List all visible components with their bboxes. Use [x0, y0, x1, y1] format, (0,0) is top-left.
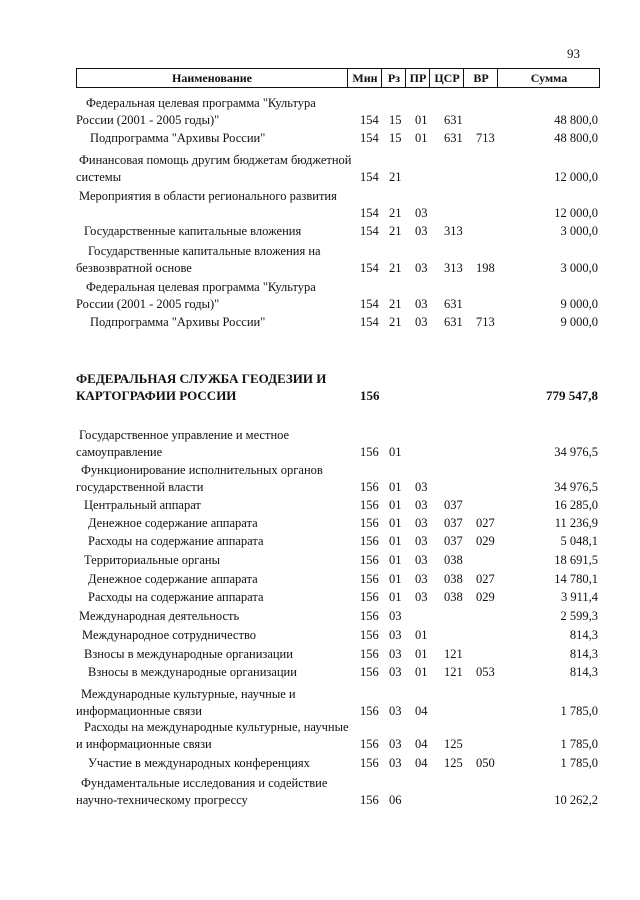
row-name: Участие в международных конференциях: [88, 756, 310, 770]
row-sum: 1 785,0: [560, 737, 598, 751]
row-pr: 01: [415, 628, 428, 642]
header-rz: Рз: [381, 69, 406, 87]
row-sum: 48 800,0: [554, 131, 598, 145]
row-csr: 121: [444, 647, 463, 661]
header-vr: ВР: [463, 69, 498, 87]
row-min: 156: [360, 572, 379, 586]
row-sum: 5 048,1: [560, 534, 598, 548]
row-pr: 04: [415, 704, 428, 718]
row-name: Подпрограмма "Архивы России": [90, 131, 266, 145]
row-name: Федеральная целевая программа "Культура России (2001 - 2005 годы)": [76, 280, 316, 311]
row-sum: 10 262,2: [554, 793, 598, 807]
row-min: 156: [360, 793, 379, 807]
header-pr: ПР: [405, 69, 430, 87]
row-sum: 12 000,0: [554, 170, 598, 184]
row-rz: 03: [389, 704, 402, 718]
row-name: Государственное управление и местное самоуправление: [76, 428, 290, 459]
row-min: 154: [360, 297, 379, 311]
row-vr: 198: [476, 261, 495, 275]
row-csr: 631: [444, 297, 463, 311]
row-csr: 631: [444, 113, 463, 127]
row-rz: 01: [389, 445, 402, 459]
row-vr: 029: [476, 590, 495, 604]
row-min: 154: [360, 131, 379, 145]
row-pr: 03: [415, 516, 428, 530]
row-name: Международная деятельность: [79, 609, 240, 623]
row-name: Функционирование исполнительных органов государственной власти: [76, 463, 323, 494]
row-sum: 9 000,0: [560, 297, 598, 311]
row-rz: 03: [389, 647, 402, 661]
row-name: Государственные капитальные вложения на безвозвратной основе: [76, 244, 321, 275]
row-min: 156: [360, 628, 379, 642]
row-min: 156: [360, 388, 380, 403]
row-sum: 3 000,0: [560, 224, 598, 238]
row-name: Федеральная целевая программа "Культура России (2001 - 2005 годы)": [76, 96, 316, 127]
row-rz: 01: [389, 534, 402, 548]
row-min: 156: [360, 516, 379, 530]
row-name: Взносы в международные организации: [84, 647, 293, 661]
row-rz: 21: [389, 224, 402, 238]
row-min: 154: [360, 315, 379, 329]
row-name: Фундаментальные исследования и содействие научно-техническому прогрессу: [76, 776, 328, 807]
row-min: 154: [360, 261, 379, 275]
row-csr: 038: [444, 553, 463, 567]
row-sum: 12 000,0: [554, 206, 598, 220]
row-name: Финансовая помощь другим бюджетам бюджетной системы: [76, 153, 352, 184]
row-sum: 16 285,0: [554, 498, 598, 512]
row-sum: 34 976,5: [554, 480, 598, 494]
row-min: 156: [360, 534, 379, 548]
row-min: 154: [360, 170, 379, 184]
row-csr: 037: [444, 516, 463, 530]
row-sum: 11 236,9: [554, 516, 598, 530]
header-name: Наименование: [172, 71, 252, 85]
row-min: 156: [360, 553, 379, 567]
row-csr: 631: [444, 315, 463, 329]
row-sum: 814,3: [569, 647, 598, 661]
row-vr: 713: [476, 315, 495, 329]
row-sum: 779 547,8: [546, 388, 598, 403]
row-pr: 04: [415, 756, 428, 770]
row-pr: 03: [415, 498, 428, 512]
row-rz: 01: [389, 553, 402, 567]
row-min: 156: [360, 609, 379, 623]
row-sum: 814,3: [569, 665, 598, 679]
row-csr: 313: [444, 261, 463, 275]
row-rz: 03: [389, 737, 402, 751]
row-pr: 01: [415, 131, 428, 145]
row-csr: 037: [444, 498, 463, 512]
row-min: 156: [360, 737, 379, 751]
row-rz: 21: [389, 206, 402, 220]
row-name: ФЕДЕРАЛЬНАЯ СЛУЖБА ГЕОДЕЗИИ И КАРТОГРАФИИ РОССИИ: [76, 371, 327, 403]
row-rz: 03: [389, 665, 402, 679]
row-pr: 03: [415, 224, 428, 238]
row-sum: 34 976,5: [554, 445, 598, 459]
row-min: 156: [360, 704, 379, 718]
row-pr: 03: [415, 590, 428, 604]
row-sum: 9 000,0: [560, 315, 598, 329]
row-sum: 1 785,0: [560, 756, 598, 770]
header-sum: Сумма: [497, 69, 600, 87]
row-min: 156: [360, 590, 379, 604]
row-csr: 125: [444, 737, 463, 751]
row-name: Центральный аппарат: [84, 498, 201, 512]
row-sum: 3 911,4: [560, 590, 598, 604]
row-sum: 14 780,1: [554, 572, 598, 586]
row-min: 156: [360, 445, 379, 459]
row-pr: 04: [415, 737, 428, 751]
row-name: Расходы на содержание аппарата: [88, 590, 264, 604]
row-min: 156: [360, 480, 379, 494]
row-name: Взносы в международные организации: [88, 665, 297, 679]
row-min: 156: [360, 665, 379, 679]
row-pr: 01: [415, 665, 428, 679]
row-rz: 15: [389, 113, 402, 127]
row-name: Международное сотрудничество: [82, 628, 257, 642]
row-rz: 21: [389, 315, 402, 329]
row-csr: 125: [444, 756, 463, 770]
row-vr: 027: [476, 516, 495, 530]
row-rz: 03: [389, 756, 402, 770]
row-name: Международные культурные, научные и информационные связи: [76, 687, 296, 718]
table-header: [76, 68, 600, 88]
row-min: 156: [360, 756, 379, 770]
row-sum: 48 800,0: [554, 113, 598, 127]
row-csr: 038: [444, 572, 463, 586]
row-rz: 01: [389, 480, 402, 494]
row-pr: 03: [415, 261, 428, 275]
row-sum: 814,3: [569, 628, 598, 642]
row-rz: 03: [389, 609, 402, 623]
row-rz: 01: [389, 572, 402, 586]
row-name: Территориальные органы: [84, 553, 221, 567]
row-min: 154: [360, 224, 379, 238]
row-name: Подпрограмма "Архивы России": [90, 315, 266, 329]
row-name: Денежное содержание аппарата: [88, 516, 258, 530]
row-name: Расходы на содержание аппарата: [88, 534, 264, 548]
row-vr: 027: [476, 572, 495, 586]
row-pr: 03: [415, 297, 428, 311]
row-csr: 037: [444, 534, 463, 548]
row-pr: 03: [415, 534, 428, 548]
header-csr: ЦСР: [429, 69, 464, 87]
row-sum: 1 785,0: [560, 704, 598, 718]
row-csr: 038: [444, 590, 463, 604]
row-vr: 053: [476, 665, 495, 679]
row-rz: 03: [389, 628, 402, 642]
row-vr: 029: [476, 534, 495, 548]
header-min: Мин: [347, 69, 382, 87]
row-pr: 01: [415, 647, 428, 661]
row-sum: 2 599,3: [560, 609, 598, 623]
row-pr: 03: [415, 480, 428, 494]
row-rz: 21: [389, 261, 402, 275]
row-min: 156: [360, 647, 379, 661]
row-pr: 03: [415, 572, 428, 586]
row-pr: 03: [415, 206, 428, 220]
row-sum: 18 691,5: [554, 553, 598, 567]
row-rz: 15: [389, 131, 402, 145]
row-pr: 03: [415, 553, 428, 567]
row-min: 156: [360, 498, 379, 512]
row-min: 154: [360, 206, 379, 220]
row-name: Государственные капитальные вложения: [84, 224, 302, 238]
row-rz: 21: [389, 170, 402, 184]
row-csr: 313: [444, 224, 463, 238]
row-rz: 21: [389, 297, 402, 311]
row-rz: 01: [389, 590, 402, 604]
row-name: Мероприятия в области регионального развития: [79, 189, 337, 203]
row-rz: 01: [389, 516, 402, 530]
row-vr: 050: [476, 756, 495, 770]
row-rz: 01: [389, 498, 402, 512]
page-number: 93: [567, 46, 580, 61]
row-csr: 121: [444, 665, 463, 679]
row-csr: 631: [444, 131, 463, 145]
row-sum: 3 000,0: [560, 261, 598, 275]
row-min: 154: [360, 113, 379, 127]
row-name: Денежное содержание аппарата: [88, 572, 258, 586]
row-vr: 713: [476, 131, 495, 145]
row-pr: 01: [415, 113, 428, 127]
row-name: Расходы на международные культурные, научные и информационные связи: [76, 720, 349, 751]
row-rz: 06: [389, 793, 402, 807]
row-pr: 03: [415, 315, 428, 329]
